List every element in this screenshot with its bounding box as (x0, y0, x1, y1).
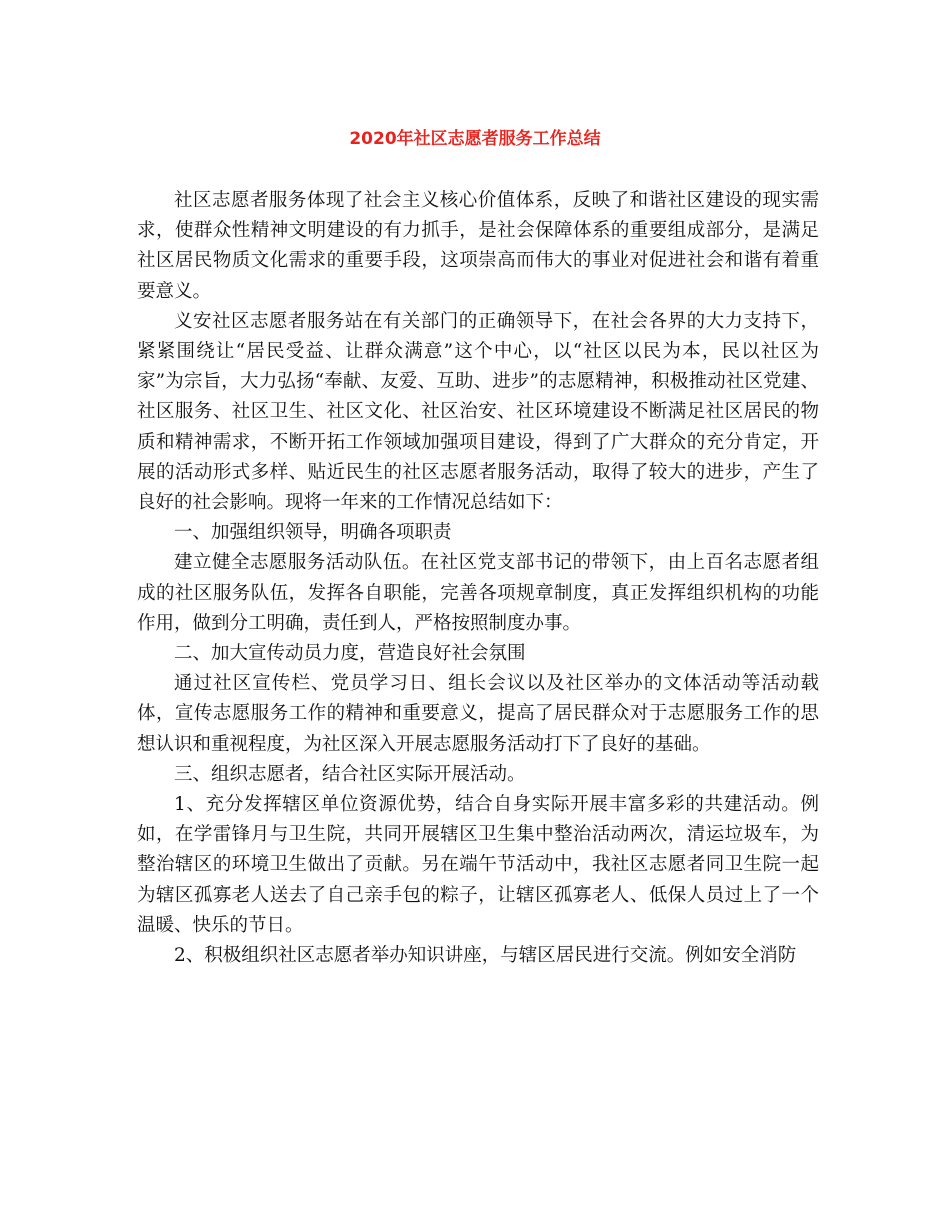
section-heading-3: 三、组织志愿者，结合社区实际开展活动。 (174, 763, 526, 785)
paragraph-item-2: 2、积极组织社区志愿者举办知识讲座，与辖区居民进行交流。例如安全消防 (174, 945, 797, 967)
paragraph-intro: 社区志愿者服务体现了社会主义核心价值体系，反映了和谐社区建设的现实需求，使群众性精神文明建设的有力抓手，是社会保障体系的重要组成部分，是满足社区居民物质文化需求的重要手段，这项崇高而伟大的事业对促进社会和谐有着重要意义。 (137, 190, 819, 302)
document-body (137, 186, 819, 971)
paragraph-overview: 义安社区志愿者服务站在有关部门的正确领导下，在社会各界的大力支持下，紧紧围绕让“居民受益、让群众满意”这个中心，以“社区以民为本，民以社区为家”为宗旨，大力弘扬“奉献、友爱、互助、进步”的志愿精神，积极推动社区党建、社区服务、社区卫生、社区文化、社区治安、社区环境建设不断满足社区居民的物质和精神需求，不断开拓工作领域加强项目建设，得到了广大群众的充分肯定，开展的活动形式多样、贴近民生的社区志愿者服务活动，取得了较大的进步，产生了良好的社会影响。现将一年来的工作情况总结如下： (137, 310, 819, 514)
section-heading-1: 一、加强组织领导，明确各项职责 (174, 522, 452, 544)
paragraph-section-1: 建立健全志愿服务活动队伍。在社区党支部书记的带领下，由上百名志愿者组成的社区服务队伍，发挥各自职能，完善各项规章制度，真正发挥组织机构的功能作用，做到分工明确，责任到人，严格按照制度办事。 (137, 552, 819, 634)
paragraph-section-2: 通过社区宣传栏、党员学习日、组长会议以及社区举办的文体活动等活动载体，宣传志愿服务工作的精神和重要意义，提高了居民群众对于志愿服务工作的思想认识和重视程度，为社区深入开展志愿服务活动打下了良好的基础。 (137, 673, 819, 755)
section-heading-2: 二、加大宣传动员力度，营造良好社会氛围 (174, 643, 526, 665)
document-title: 2020年社区志愿者服务工作总结 (349, 129, 601, 149)
paragraph-item-1: 1、充分发挥辖区单位资源优势，结合自身实际开展丰富多彩的共建活动。例如，在学雷锋月与卫生院，共同开展辖区卫生集中整治活动两次，清运垃圾车，为整治辖区的环境卫生做出了贡献。另在端午节活动中，我社区志愿者同卫生院一起为辖区孤寡老人送去了自己亲手包的粽子，让辖区孤寡老人、低保人员过上了一个温暖、快乐的节日。 (137, 794, 819, 936)
